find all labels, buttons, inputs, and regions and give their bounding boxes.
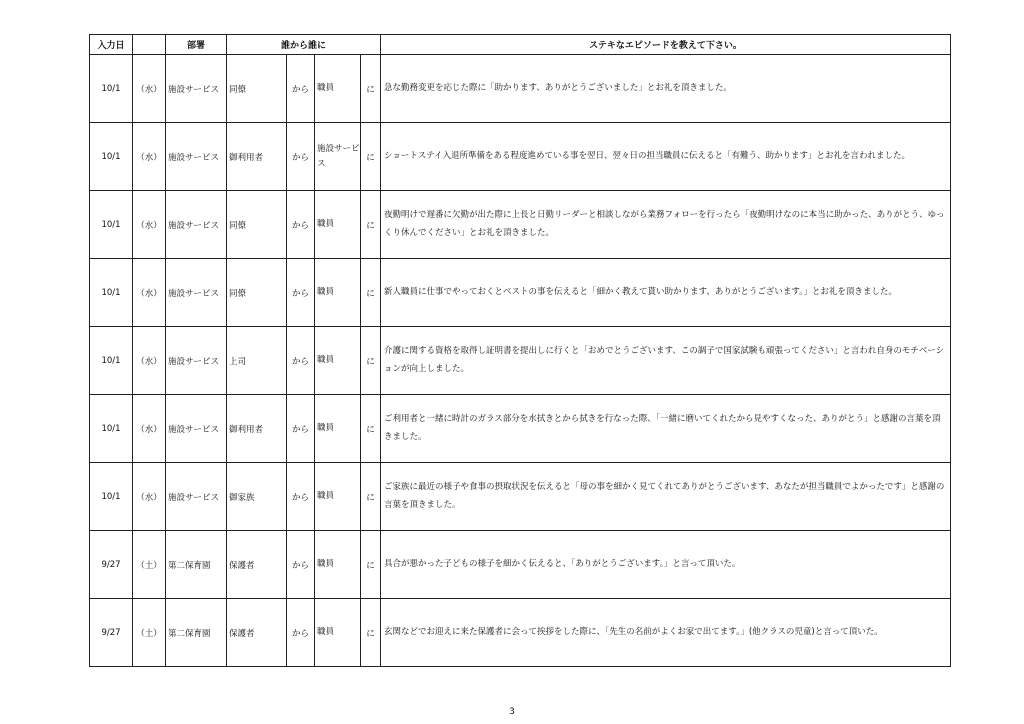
row-day: （水） [133,327,166,395]
row-from: 御家族 [227,463,287,531]
row-ni: に [361,531,381,599]
row-episode: 具合が悪かった子どもの様子を細かく伝えると、「ありがとうございます。」と言って頂いた。 [381,531,951,599]
row-episode: ご家族に最近の様子や食事の摂取状況を伝えると「母の事を細かく見てくれてありがとうございます、あなたが担当職員でよかったです」と感謝の言葉を頂きました。 [381,463,951,531]
row-day: （水） [133,259,166,327]
row-ni: に [361,259,381,327]
row-ni: に [361,395,381,463]
row-date: 10/1 [90,327,133,395]
row-kara: から [287,395,315,463]
row-from: 同僚 [227,191,287,259]
table-row [90,463,951,531]
table-row [90,191,951,259]
row-ni: に [361,463,381,531]
row-department: 施設サービス [166,395,227,463]
table-row [90,531,951,599]
row-kara: から [287,259,315,327]
table-row [90,259,951,327]
row-kara: から [287,191,315,259]
row-to: 職員 [315,599,361,667]
table-row [90,327,951,395]
row-date: 10/1 [90,55,133,123]
row-to: 職員 [315,463,361,531]
row-department: 施設サービス [166,55,227,123]
row-day: （水） [133,123,166,191]
table-row [90,55,951,123]
row-episode: 夜勤明けで遅番に欠勤が出た際に上長と日勤リーダーと相談しながら業務フォローを行ったら「夜勤明けなのに本当に助かった、ありがとう、ゆっくり休んでください」とお礼を頂きました。 [381,191,951,259]
row-date: 10/1 [90,259,133,327]
row-kara: から [287,599,315,667]
row-to: 職員 [315,531,361,599]
header-from-to: 誰から誰に [227,35,381,55]
row-date: 10/1 [90,123,133,191]
row-from: 御利用者 [227,123,287,191]
header-department: 部署 [166,35,227,55]
row-to: 職員 [315,259,361,327]
header-day-blank [133,35,166,55]
row-department: 施設サービス [166,327,227,395]
row-department: 施設サービス [166,463,227,531]
row-day: （土） [133,599,166,667]
row-ni: に [361,123,381,191]
row-date: 10/1 [90,395,133,463]
row-day: （水） [133,463,166,531]
row-date: 9/27 [90,531,133,599]
row-to: 職員 [315,55,361,123]
header-episode: ステキなエピソードを教えて下さい。 [381,35,951,55]
row-ni: に [361,191,381,259]
row-episode: 急な勤務変更を応じた際に「助かります、ありがとうございました」とお礼を頂きました。 [381,55,951,123]
row-to: 職員 [315,327,361,395]
table-row [90,123,951,191]
row-day: （土） [133,531,166,599]
row-from: 同僚 [227,259,287,327]
row-date: 10/1 [90,463,133,531]
row-to: 職員 [315,395,361,463]
row-episode: ショートステイ入退所準備をある程度進めている事を翌日、翌々日の担当職員に伝えると「有難う、助かります」とお礼を言われました。 [381,123,951,191]
table-body [90,55,951,667]
row-date: 9/27 [90,599,133,667]
row-kara: から [287,55,315,123]
row-day: （水） [133,191,166,259]
row-ni: に [361,55,381,123]
row-from: 御利用者 [227,395,287,463]
row-department: 施設サービス [166,191,227,259]
table-row [90,599,951,667]
row-department: 第二保育園 [166,531,227,599]
episode-table [89,34,951,667]
row-department: 第二保育園 [166,599,227,667]
row-kara: から [287,531,315,599]
row-from: 保護者 [227,531,287,599]
row-day: （水） [133,55,166,123]
row-to: 施設サービス [315,123,361,191]
row-from: 上司 [227,327,287,395]
row-episode: ご利用者と一緒に時計のガラス部分を水拭きとから拭きを行なった際、「一緒に磨いてくれたから見やすくなった、ありがとう」と感謝の言葉を頂きました。 [381,395,951,463]
row-episode: 介護に関する資格を取得し証明書を提出しに行くと「おめでとうございます、この調子で国家試験も頑張ってください」と言われ自身のモチベーションが向上しました。 [381,327,951,395]
row-department: 施設サービス [166,123,227,191]
row-department: 施設サービス [166,259,227,327]
table-row [90,395,951,463]
row-day: （水） [133,395,166,463]
row-from: 保護者 [227,599,287,667]
row-ni: に [361,327,381,395]
row-kara: から [287,463,315,531]
header-row [90,35,951,55]
page-number: 3 [509,707,515,717]
row-date: 10/1 [90,191,133,259]
header-input-date: 入力日 [90,35,133,55]
row-to: 職員 [315,191,361,259]
row-kara: から [287,123,315,191]
row-episode: 玄関などでお迎えに来た保護者に会って挨拶をした際に、「先生の名前がよくお家で出てます。」(他クラスの児童)と言って頂いた。 [381,599,951,667]
row-episode: 新人職員に仕事でやっておくとベストの事を伝えると「細かく教えて貰い助かります、ありがとうございます。」とお礼を頂きました。 [381,259,951,327]
row-kara: から [287,327,315,395]
row-ni: に [361,599,381,667]
row-from: 同僚 [227,55,287,123]
